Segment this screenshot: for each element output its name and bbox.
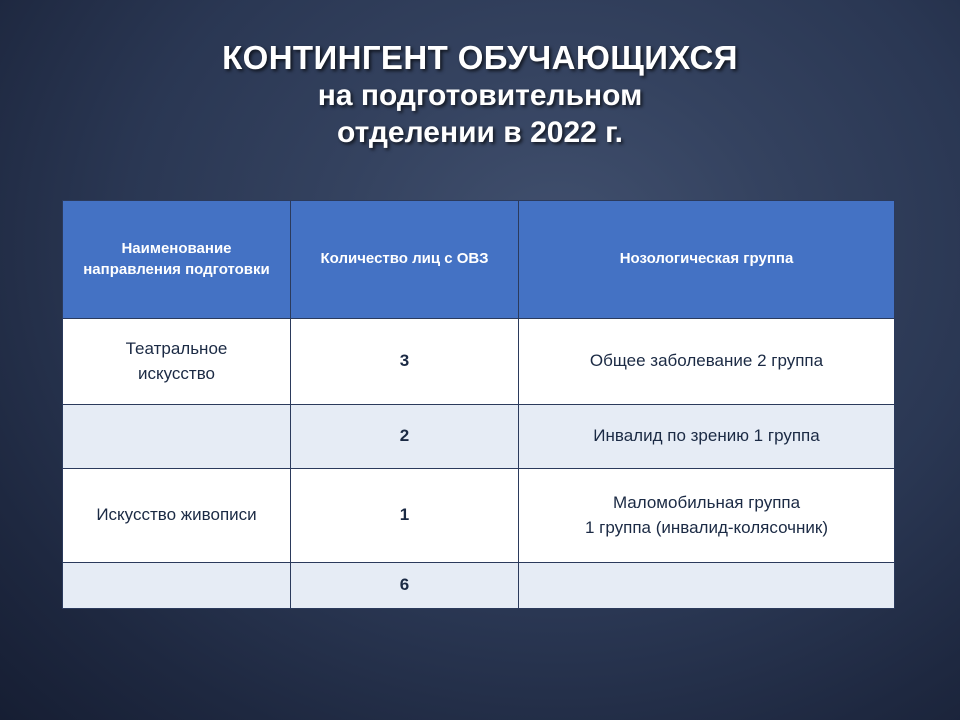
cell-direction-line2: искусство — [137, 363, 215, 383]
table-row — [63, 405, 895, 469]
table-header — [63, 201, 895, 319]
cell-direction-line1: Искусство живописи — [96, 505, 257, 525]
cell-count: 3 — [291, 319, 519, 405]
cell-direction — [63, 319, 291, 405]
contingent-table — [62, 200, 895, 609]
cell-nosology — [519, 405, 895, 469]
title-line-3: отделении в 2022 г. — [337, 115, 623, 149]
cell-nosology — [519, 469, 895, 563]
column-header-count: Количество лиц с ОВЗ — [291, 201, 519, 319]
title-line-1: КОНТИНГЕНТ ОБУЧАЮЩИХСЯ — [222, 39, 738, 76]
cell-count: 6 — [291, 563, 519, 609]
table-header-row — [63, 201, 895, 319]
cell-direction — [63, 405, 291, 469]
table-body — [63, 319, 895, 609]
cell-nosology-line2: 1 группа (инвалид-колясочник) — [584, 517, 828, 537]
cell-direction — [63, 563, 291, 609]
cell-count: 2 — [291, 405, 519, 469]
cell-count: 1 — [291, 469, 519, 563]
cell-nosology — [519, 319, 895, 405]
table-row — [63, 319, 895, 405]
cell-nosology-line1: Маломобильная группа — [612, 492, 801, 512]
cell-nosology — [519, 563, 895, 609]
cell-nosology-line1: Инвалид по зрению 1 группа — [593, 426, 820, 446]
table-row — [63, 563, 895, 609]
column-header-direction: Наименование направления подготовки — [63, 201, 291, 319]
table-row — [63, 469, 895, 563]
cell-nosology-line1: Общее заболевание 2 группа — [589, 351, 824, 371]
table-container — [62, 200, 894, 609]
title-line-2: на подготовительном — [317, 79, 643, 113]
column-header-nosology: Нозологическая группа — [519, 201, 895, 319]
page-title — [0, 38, 960, 151]
cell-direction-line1: Театральное — [125, 338, 228, 358]
cell-direction — [63, 469, 291, 563]
